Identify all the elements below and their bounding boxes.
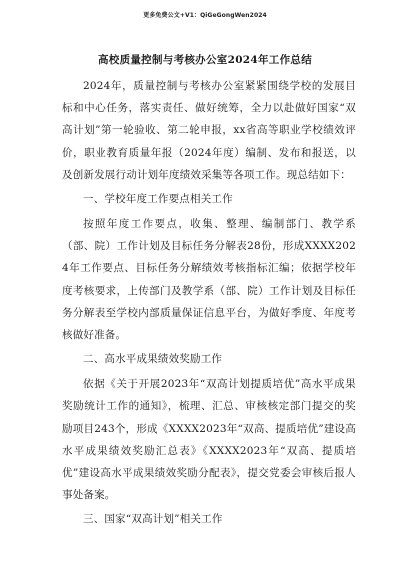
section-heading-2: 二、高水平成果绩效奖励工作 [83, 353, 223, 366]
intro-paragraph: 2024年，质量控制与考核办公室紧紧围绕学校的发展目标和中心任务，落实责任、做好统筹，全力以赴做好国家“双高计划”第一轮验收、第二轮申报，xx省高等职业学校绩效评价，职业教育质量年报（2024年度）编制、发布和报送，以及创新发展行动计划年度绩效采集等各项工作。现总结如下： [62, 80, 356, 181]
section-1-paragraph: 按照年度工作要点，收集、整理、编制部门、教学系（部、院）工作计划及目标任务分解表28份，形成XXXX2024年工作要点、目标任务分解绩效考核指标汇编；依据学校年度考核要求，上传部门及教学系（部、院）工作计划及目标任务分解表至学校内部质量保证信息平台，为做好季度、年度考核做好准备。 [62, 218, 356, 342]
document-body [62, 75, 356, 533]
document-title: 高校质量控制与考核办公室2024年工作总结 [97, 54, 313, 66]
section-heading-1: 一、学校年度工作要点相关工作 [83, 193, 233, 206]
section-2-paragraph: 依据《关于开展2023年“双高计划提质培优”高水平成果奖励统计工作的通知》，梳理、汇总、审核核定部门提交的奖励项目243个，形成《XXXX2023年“双高、提质培优”建设高水平成果绩效奖励汇总表》《XXXX2023年“双高、提质培优”建设高水平成果绩效奖励分配表》，提交党委会审核后报人事处备案。 [62, 378, 356, 502]
watermark-text: 更多免费公文+V1：QiGeGongWen2024 [143, 12, 267, 19]
section-heading-3: 三、国家“双高计划”相关工作 [83, 513, 223, 526]
